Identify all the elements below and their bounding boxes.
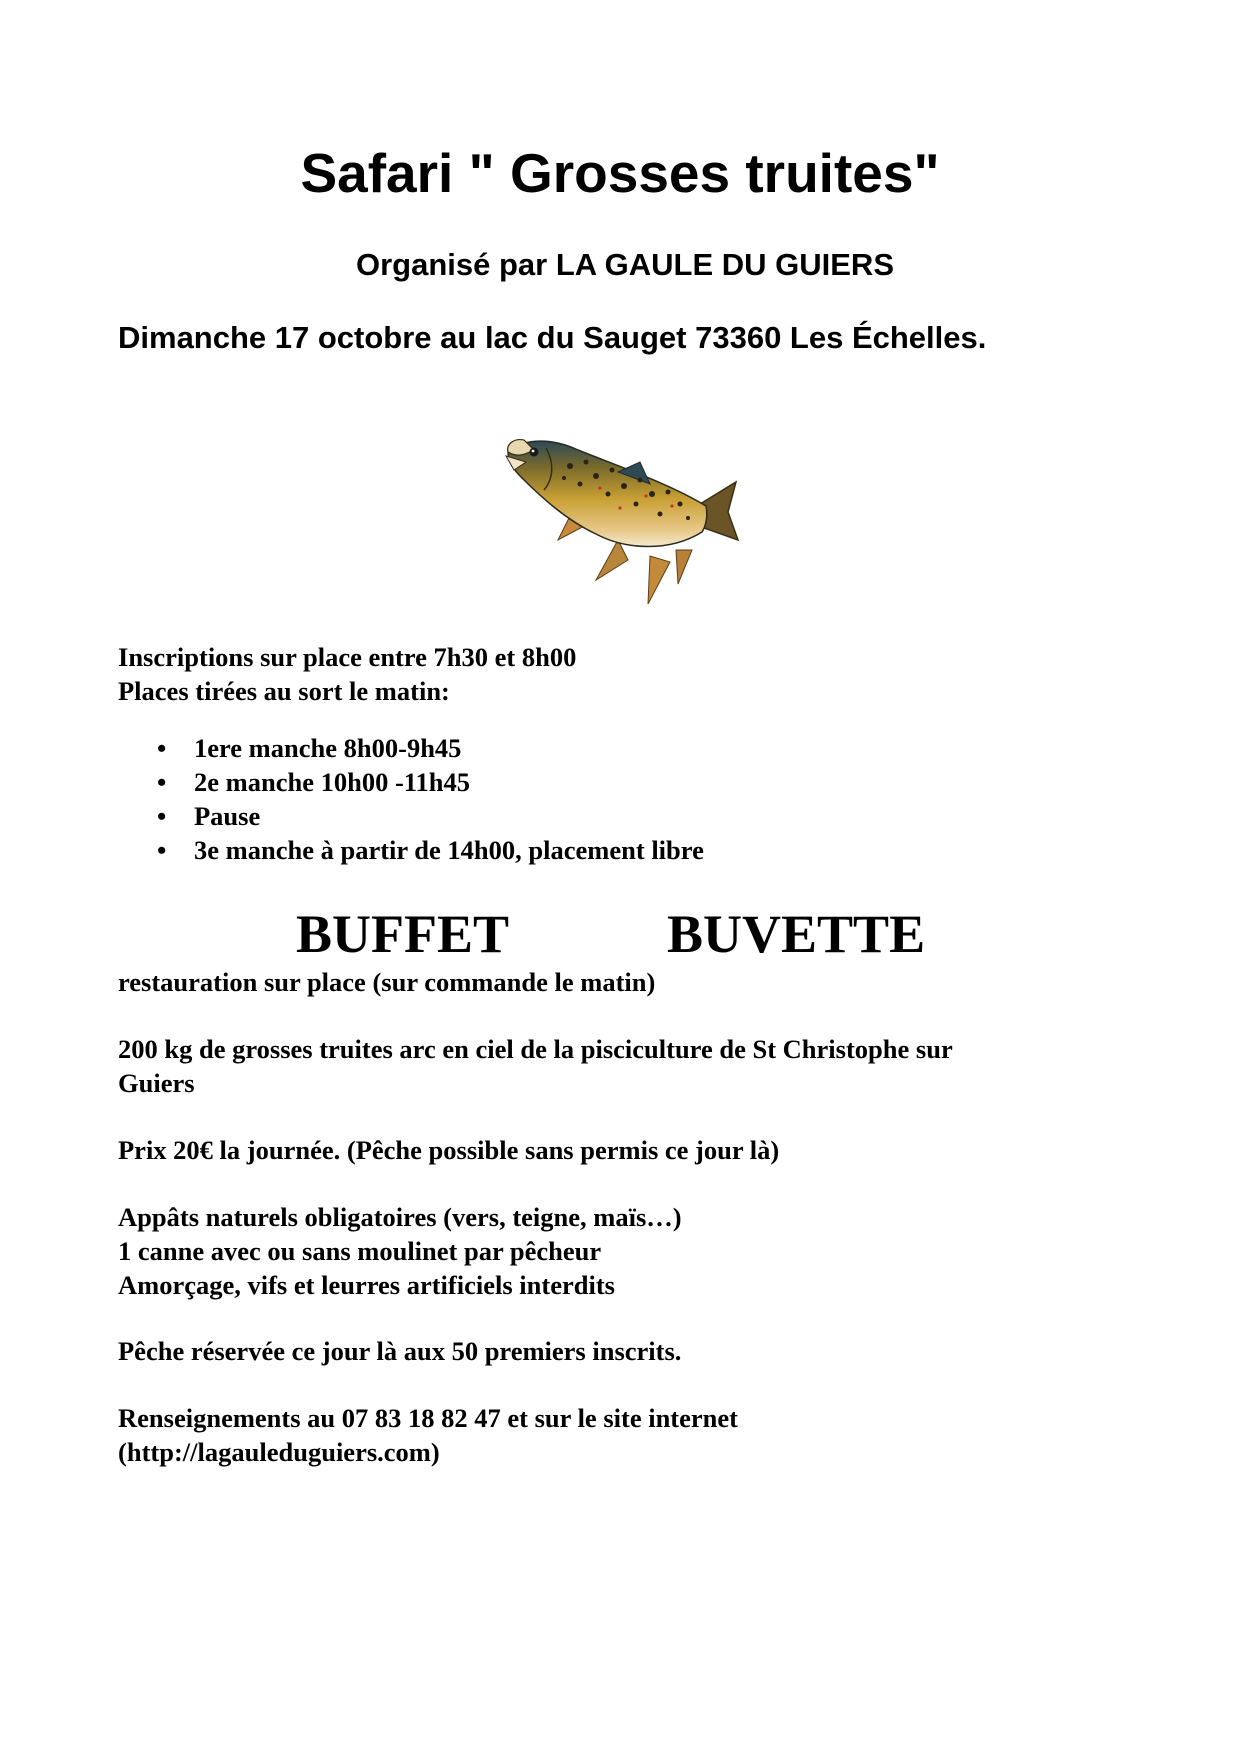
list-item (118, 799, 704, 833)
rule-line: 1 canne avec ou sans moulinet par pêcheur (118, 1236, 602, 1266)
list-item (118, 833, 704, 867)
limit-line: Pêche réservée ce jour là aux 50 premiers inscrits. (118, 1336, 682, 1366)
schedule-list (118, 731, 704, 867)
rule-line: Appâts naturels obligatoires (vers, teigne, maïs…) (118, 1202, 682, 1232)
registration-line: Inscriptions sur place entre 7h30 et 8h00 (118, 642, 577, 672)
date-location-line: Dimanche 17 octobre au lac du Sauget 73360 Les Échelles. (118, 320, 987, 355)
bullet-icon: • (157, 733, 167, 763)
rule-line: Amorçage, vifs et leurres artificiels interdits (118, 1270, 615, 1300)
registration-info (118, 640, 576, 708)
flyer-title: Safari " Grosses truites" (300, 142, 940, 204)
schedule-item-text: 1ere manche 8h00-9h45 (194, 733, 462, 763)
draw-line: Places tirées au sort le matin: (118, 676, 450, 706)
trout-icon (500, 432, 740, 612)
buvette-heading: BUVETTE (667, 904, 926, 964)
organizer-line: Organisé par LA GAULE DU GUIERS (356, 247, 894, 282)
trout-supply-line: Guiers (118, 1068, 195, 1098)
buffet-heading: BUFFET (296, 904, 510, 964)
bullet-icon: • (157, 835, 167, 865)
contact-info (118, 1401, 738, 1469)
bullet-icon: • (157, 801, 167, 831)
bullet-icon: • (157, 767, 167, 797)
trout-supply-info (118, 1032, 953, 1100)
price-line: Prix 20€ la journée. (Pêche possible sans permis ce jour là) (118, 1135, 780, 1165)
list-item (118, 765, 704, 799)
website-link: (http://lagauleduguiers.com) (118, 1437, 440, 1467)
list-item (118, 731, 704, 765)
contact-line: Renseignements au 07 83 18 82 47 et sur le site internet (118, 1403, 738, 1433)
food-note: restauration sur place (sur commande le matin) (118, 967, 656, 997)
schedule-item-text: Pause (194, 801, 261, 831)
trout-supply-line: 200 kg de grosses truites arc en ciel de la pisciculture de St Christophe sur (118, 1034, 953, 1064)
rules-info (118, 1200, 682, 1302)
schedule-item-text: 3e manche à partir de 14h00, placement libre (194, 835, 704, 865)
schedule-item-text: 2e manche 10h00 -11h45 (194, 767, 471, 797)
